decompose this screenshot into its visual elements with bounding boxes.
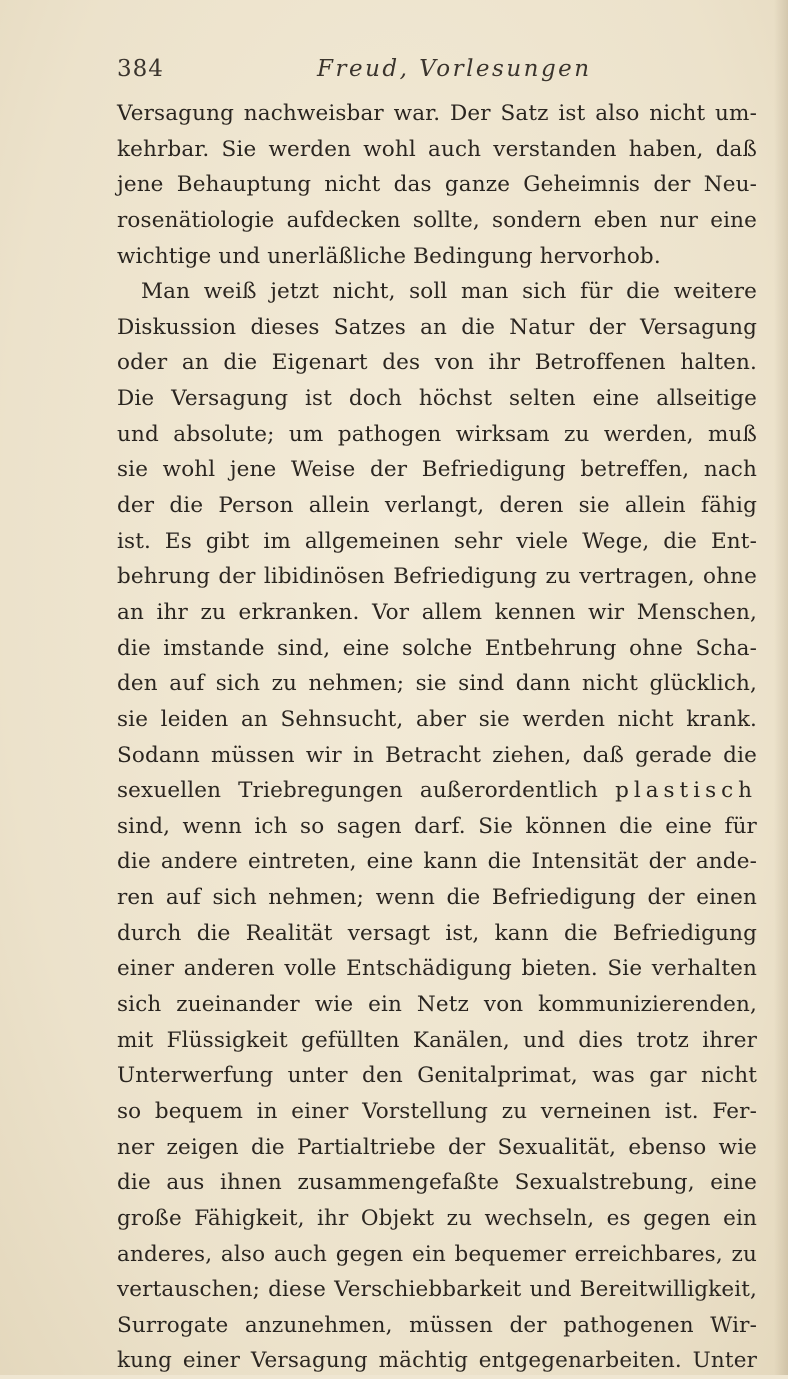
page-number: 384 bbox=[117, 56, 164, 82]
text-line: durch die Realität versagt ist, kann die Befriedigung bbox=[117, 920, 757, 946]
text-line: oder an die Eigenart des von ihr Betroffenen halten. bbox=[117, 350, 757, 376]
text-line: sind, wenn ich so sagen darf. Sie können die eine für bbox=[117, 813, 757, 839]
emphasized-word: plastisch bbox=[615, 778, 757, 804]
text-line: Die Versagung ist doch höchst selten eine allseitige bbox=[117, 386, 757, 412]
text-line: sie leiden an Sehnsucht, aber sie werden nicht krank. bbox=[117, 706, 757, 732]
text-line: behrung der libidinösen Befriedigung zu vertragen, ohne bbox=[117, 564, 757, 590]
text-line: sie wohl jene Weise der Befriedigung betreffen, nach bbox=[117, 457, 757, 483]
running-header bbox=[117, 56, 757, 96]
text-line: kung einer Versagung mächtig entgegenarbeiten. Unter bbox=[117, 1348, 757, 1374]
text-line: die imstande sind, eine solche Entbehrung ohne Scha- bbox=[117, 635, 757, 661]
text-line: Diskussion dieses Satzes an die Natur der Versagung bbox=[117, 314, 757, 340]
text-line: mit Flüssigkeit gefüllten Kanälen, und dies trotz ihrer bbox=[117, 1027, 757, 1053]
text-line: und absolute; um pathogen wirksam zu werden, muß bbox=[117, 421, 757, 447]
running-title: Freud, Vorlesungen bbox=[317, 56, 592, 82]
text-line: der die Person allein verlangt, deren sie allein fähig bbox=[117, 493, 757, 519]
text-line: die andere eintreten, eine kann die Intensität der ande- bbox=[117, 849, 757, 875]
text-line bbox=[117, 773, 757, 809]
text-line: ist. Es gibt im allgemeinen sehr viele Wege, die Ent- bbox=[117, 528, 757, 554]
text-line: Unterwerfung unter den Genitalprimat, was gar nicht bbox=[117, 1063, 757, 1089]
text-line: die aus ihnen zusammengefaßte Sexualstrebung, eine bbox=[117, 1170, 757, 1196]
text-line: Versagung nachweisbar war. Der Satz ist also nicht um- bbox=[117, 101, 757, 126]
text-segment: sexuellen Triebregungen außerordentlich bbox=[117, 778, 616, 804]
text-line: wichtige und unerläßliche Bedingung hervorhob. bbox=[117, 243, 661, 269]
text-line: ren auf sich nehmen; wenn die Befriedigung der einen bbox=[117, 885, 757, 911]
text-line: so bequem in einer Vorstellung zu verneinen ist. Fer- bbox=[117, 1098, 757, 1124]
text-line: an ihr zu erkranken. Vor allem kennen wir Menschen, bbox=[117, 599, 757, 625]
text-line: jene Behauptung nicht das ganze Geheimnis der Neu- bbox=[117, 172, 757, 198]
text-line: einer anderen volle Entschädigung bieten. Sie verhalten bbox=[117, 956, 757, 982]
text-line: Sodann müssen wir in Betracht ziehen, daß gerade die bbox=[117, 742, 757, 768]
text-line: rosenätiologie aufdecken sollte, sondern eben nur eine bbox=[117, 207, 757, 233]
text-line: vertauschen; diese Verschiebbarkeit und Bereitwilligkeit, bbox=[117, 1277, 757, 1303]
body-text bbox=[117, 96, 757, 1379]
text-line: kehrbar. Sie werden wohl auch verstanden haben, daß bbox=[117, 136, 757, 162]
text-line: sich zueinander wie ein Netz von kommunizierenden, bbox=[117, 992, 757, 1018]
text-line: Man weiß jetzt nicht, soll man sich für die weitere bbox=[141, 279, 757, 305]
text-line: große Fähigkeit, ihr Objekt zu wechseln, es gegen ein bbox=[117, 1205, 757, 1231]
text-line: Surrogate anzunehmen, müssen der pathogenen Wir- bbox=[117, 1312, 757, 1338]
text-line: den auf sich zu nehmen; sie sind dann nicht glücklich, bbox=[117, 671, 757, 697]
text-line: anderes, also auch gegen ein bequemer erreichbares, zu bbox=[117, 1241, 757, 1267]
page-edge-shadow bbox=[774, 0, 788, 1375]
text-line: ner zeigen die Partialtriebe der Sexualität, ebenso wie bbox=[117, 1134, 757, 1160]
